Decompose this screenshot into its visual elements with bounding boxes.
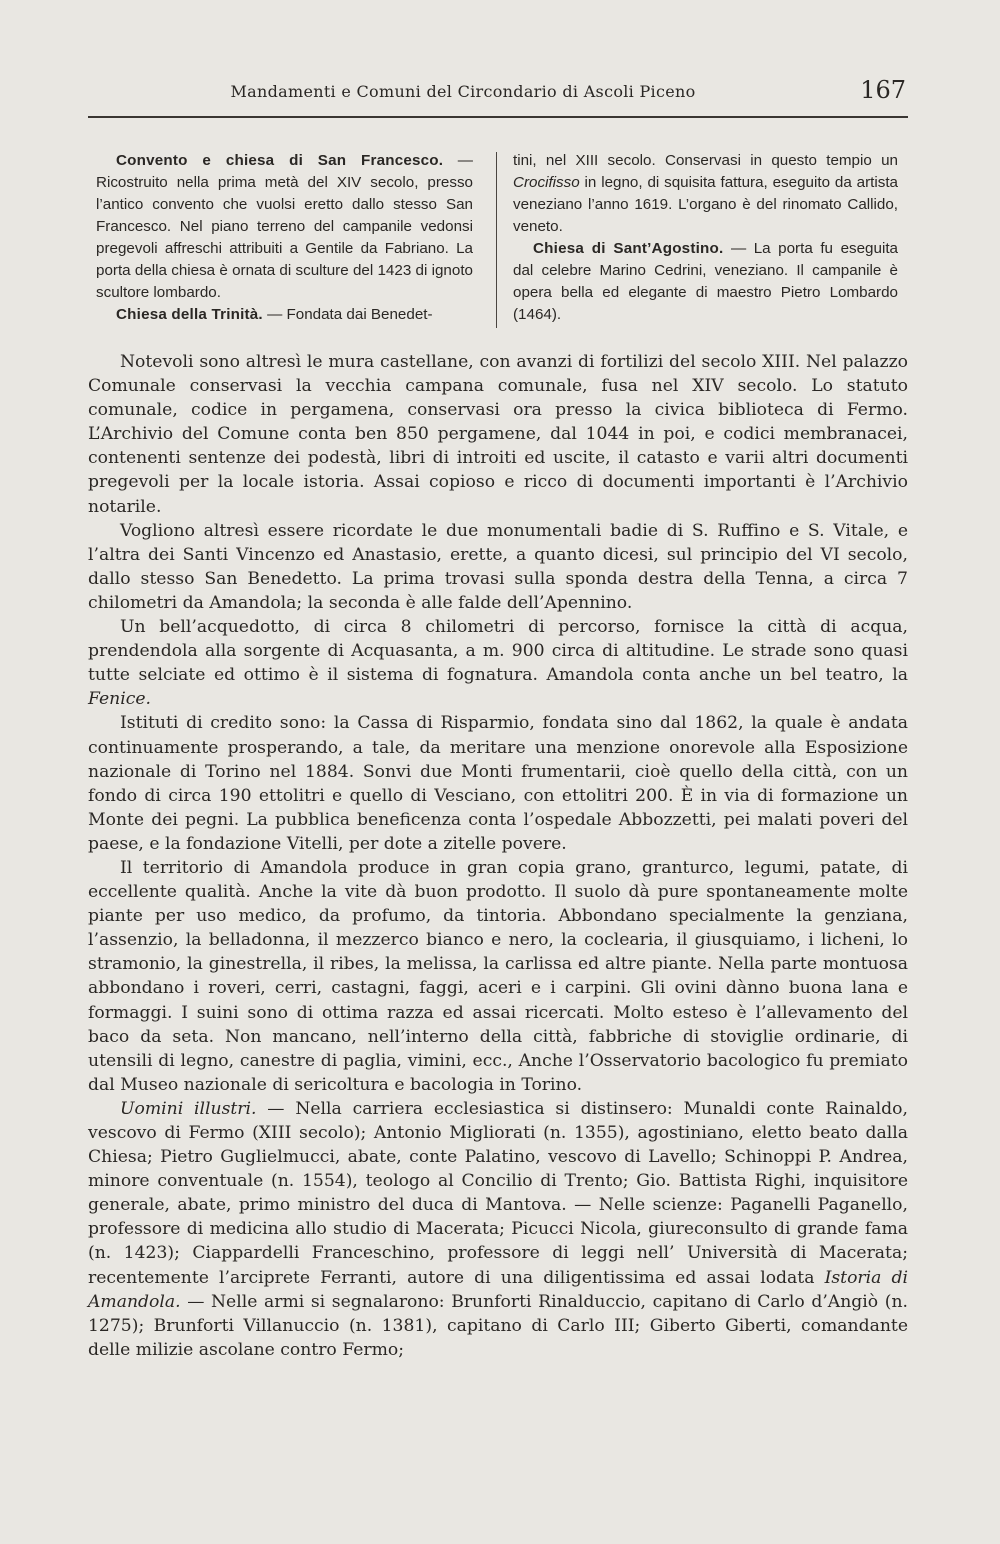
entry-heading: Convento e chiesa di San Francesco. (116, 152, 444, 169)
left-column (88, 150, 473, 326)
paragraph-text: — Nella carriera ecclesiastica si distinsero: Munaldi conte Rainaldo, vescovo di Fermo (XIII secolo); Antonio Migliorati (n. 1355), agostiniano, eletto beato dalla Chiesa; Pietro Guglielmucci, abate, conte Palatino, vescovo di Lavello; Schinoppi P. Andrea, minore conventuale (n. 1554), teologo al Concilio di Trento; Gio. Battista Righi, inquisitore generale, abate, primo ministro del duca di Mantova. — Nelle scienze: Paganelli Paganello, professore di medicina allo studio di Macerata; Picucci Nicola, giureconsulto di grande fama (n. 1423); Ciappardelli Franceschino, professore di leggi nell’ Università di Macerata; recentemente l’arciprete Ferranti, autore di una diligentissima ed assai lodata (88, 1098, 908, 1288)
column-divider (496, 152, 497, 328)
italic-title: Istoria di Amandola. (88, 1267, 908, 1312)
page-number: 167 (860, 76, 906, 104)
left-paragraph-1 (96, 150, 473, 304)
entry-text: — Ricostruito nella prima metà del XIV secolo, presso l’antico convento che vuolsi eretto dallo stesso San Francesco. Nel piano terreno del campanile vedonsi pregevoli affreschi attribuiti a Gentile da Fabriano. La porta della chiesa è ornata di sculture del 1423 di ignoto scultore lombardo. (96, 152, 473, 301)
italic-title: Crocifisso (513, 174, 580, 191)
entry-text: in legno, di squisita fattura, eseguito da artista veneziano l’anno 1619. L’organo è del rinomato Callido, veneto. (513, 174, 898, 235)
page-header (88, 76, 908, 118)
entry-text: — Fondata dai Benedet- (262, 306, 433, 323)
entry-text: — La porta fu eseguita dal celebre Marino Cedrini, veneziano. Il campanile è opera bella ed elegante di maestro Pietro Lombardo (1464). (513, 240, 898, 323)
entry-heading: Chiesa di Sant’Agostino. (533, 240, 724, 257)
paragraph-text: Un bell’acquedotto, di circa 8 chilometri di percorso, fornisce la città di acqua, prendendola alla sorgente di Acquasanta, a m. 900 circa di altitudine. Le strade sono quasi tutte selciate ed ottimo è il sistema di fognatura. Amandola conta anche un bel teatro, la (88, 617, 908, 686)
right-paragraph-1 (513, 150, 898, 238)
italic-heading: Uomini illustri. (120, 1098, 257, 1119)
right-paragraph-2 (513, 238, 898, 326)
paragraph-text: — Nelle armi si segnalarono: Brunforti Rinalduccio, capitano di Carlo d’Angiò (n. 1275); Brunforti Villanuccio (n. 1381), capitano di Carlo III; Giberto Giberti, comandante delle milizie ascolane contro Fermo; (88, 1291, 908, 1360)
entry-text: tini, nel XIII secolo. Conservasi in questo tempio un (513, 152, 898, 169)
paragraph-walls: Notevoli sono altresì le mura castellane, con avanzi di fortilizi del secolo XIII. Nel palazzo Comunale conservasi la vecchia campana comunale, fusa nel XIV secolo. Lo statuto comunale, codice in pergamena, conservasi ora presso la civica biblioteca di Fermo. L’Archivio del Comune conta ben 850 pergamene, dal 1044 in poi, e codici membranacei, contenenti sentenze dei podestà, libri di introiti ed uscite, il catasto e varii altri documenti pregevoli per la locale istoria. Assai copioso e ricco di documenti importanti è l’Archivio notarile. (88, 352, 908, 517)
running-title: Mandamenti e Comuni del Circondario di Ascoli Piceno (230, 82, 696, 101)
paragraph-aqueduct (88, 615, 908, 711)
paragraph-territory: Il territorio di Amandola produce in gran copia grano, granturco, legumi, patate, di eccellente qualità. Anche la vite dà buon prodotto. Il suolo dà pure spontaneamente molte piante per uso medico, da profumo, da tintoria. Abbondano specialmente la genziana, l’assenzio, la belladonna, il mezzerco bianco e nero, la coclearia, il giusquiamo, i licheni, lo stramonio, la ginestrella, il ribes, la melissa, la carlissa ed altre piante. Nella parte montuosa abbondano i roveri, cerri, castagni, faggi, aceri e i carpini. Gli ovini dànno buona lana e formaggi. I suini sono di ottima razza ed assai ricercati. Molto esteso è l’allevamento del baco da seta. Non mancano, nell’interno della città, fabbriche di stoviglie ordinarie, di utensili di legno, canestre di paglia, vimini, ecc., Anche l’Osservatorio bacologico fu premiato dal Museo nazionale di sericoltura e bacologia in Torino. (88, 857, 908, 1095)
paragraph-credit-institutions: Istituti di credito sono: la Cassa di Risparmio, fondata sino dal 1862, la quale è andata continuamente prosperando, a tale, da meritare una menzione onorevole alla Esposizione nazionale di Torino nel 1884. Sonvi due Monti frumentarii, cioè quello della città, con un fondo di circa 190 ettolitri e quello di Vesciano, con ettolitri 200. È in via di formazione un Monte dei pegni. La pubblica beneficenza conta l’ospedale Abbozzetti, pei malati poveri del paese, e la fondazione Vitelli, per dote a zitelle povere. (88, 713, 908, 854)
right-column (513, 150, 898, 326)
left-paragraph-2 (96, 304, 473, 326)
two-column-section (88, 150, 908, 340)
paragraph-abbeys: Vogliono altresì essere ricordate le due monumentali badie di S. Ruffino e S. Vitale, e l’altra dei Santi Vincenzo ed Anastasio, erette, a quanto dicesi, sul principio del VI secolo, dallo stesso San Benedetto. La prima trovasi sulla sponda destra della Tenna, a circa 7 chilometri da Amandola; la seconda è alle falde dell’Apennino. (88, 520, 908, 613)
main-text (88, 350, 908, 1362)
entry-heading: Chiesa della Trinità. (116, 306, 263, 323)
paragraph-illustrious-men (88, 1097, 908, 1362)
italic-title: Fenice. (88, 689, 151, 710)
